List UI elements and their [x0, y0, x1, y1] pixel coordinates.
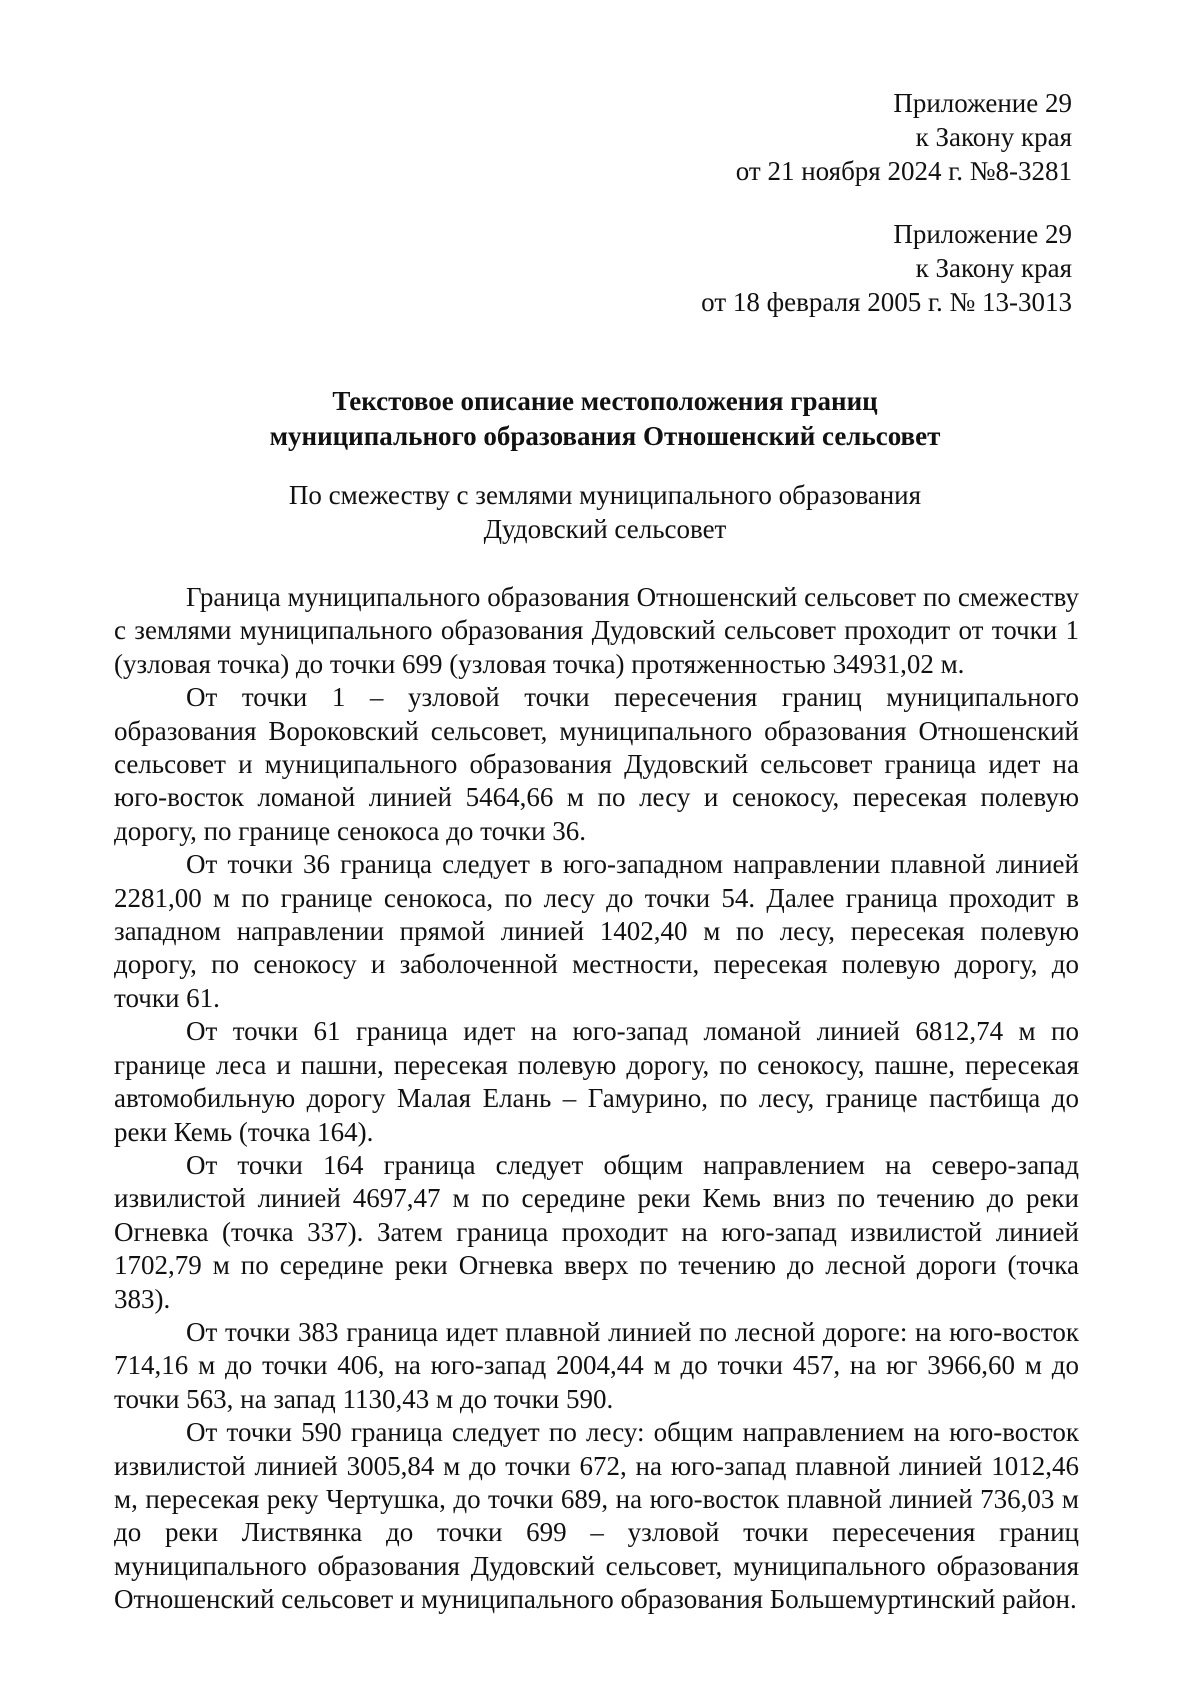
appendix-number: Приложение 29: [893, 88, 1072, 118]
paragraph: От точки 590 граница следует по лесу: общим направлением на юго-восток извилистой линией 3005,84 м до точки 672, на юго-запад плавной линией 1012,46 м, пересекая реку Чертушка, до точки 689, на юго-восток плавной линией 736,03 м до реки Листвянка до точки 699 – узловой точки пересечения границ муниципального образования Дудовский сельсовет, муниципального образования Отношенский сельсовет и муниципального образования Большемуртинский район.: [114, 1417, 1079, 1615]
paragraph: Граница муниципального образования Отношенский сельсовет по смежеству с землями муниципального образования Дудовский сельсовет проходит от точки 1 (узловая точка) до точки 699 (узловая точка) протяженностью 34931,02 м.: [114, 582, 1079, 679]
appendix-law-date: от 18 февраля 2005 г. № 13-3013: [701, 287, 1072, 317]
document-title-line: Текстовое описание местоположения границ: [332, 386, 878, 416]
paragraph: От точки 36 граница следует в юго-западном направлении плавной линией 2281,00 м по границе сенокоса, по лесу до точки 54. Далее граница проходит в западном направлении прямой линией 1402,40 м по лесу, пересекая полевую дорогу, по сенокосу и заболоченной местности, пересекая полевую дорогу, до точки 61.: [114, 849, 1079, 1013]
paragraph: От точки 1 – узловой точки пересечения границ муниципального образования Вороковский сельсовет, муниципального образования Отношенский сельсовет и муниципального образования Дудовский сельсовет граница идет на юго-восток ломаной линией 5464,66 м по лесу и сенокосу, пересекая полевую дорогу, по границе сенокоса до точки 36.: [114, 682, 1079, 846]
paragraph: От точки 164 граница следует общим направлением на северо-запад извилистой линией 4697,47 м по середине реки Кемь вниз по течению до реки Огневка (точка 337). Затем граница проходит на юго-запад извилистой линией 1702,79 м по середине реки Огневка вверх по течению до лесной дороги (точка 383).: [114, 1149, 1079, 1314]
appendix-number: Приложение 29: [893, 219, 1072, 249]
appendix-header-original: [701, 217, 1072, 319]
section-heading-line: Дудовский сельсовет: [483, 514, 727, 544]
appendix-header-current: [736, 86, 1072, 188]
appendix-law-reference: к Закону края: [915, 122, 1072, 152]
paragraph: От точки 61 граница идет на юго-запад ломаной линией 6812,74 м по границе леса и пашни, пересекая полевую дорогу, по сенокосу, пашне, пересекая автомобильную дорогу Малая Елань – Гамурино, по лесу, границе пастбища до реки Кемь (точка 164).: [114, 1016, 1079, 1147]
paragraph: От точки 383 граница идет плавной линией по лесной дороге: на юго-восток 714,16 м до точки 406, на юго-запад 2004,44 м до точки 457, на юг 3966,60 м до точки 563, на запад 1130,43 м до точки 590.: [114, 1316, 1079, 1414]
section-heading: [130, 478, 1080, 546]
appendix-law-reference: к Закону края: [915, 253, 1072, 283]
document-title-line: муниципального образования Отношенский сельсовет: [269, 421, 941, 451]
appendix-law-date: от 21 ноября 2024 г. №8-3281: [735, 156, 1072, 186]
section-heading-line: По смежеству с землями муниципального образования: [288, 480, 922, 510]
boundary-description: [114, 581, 1079, 1617]
document-title: [130, 384, 1080, 454]
